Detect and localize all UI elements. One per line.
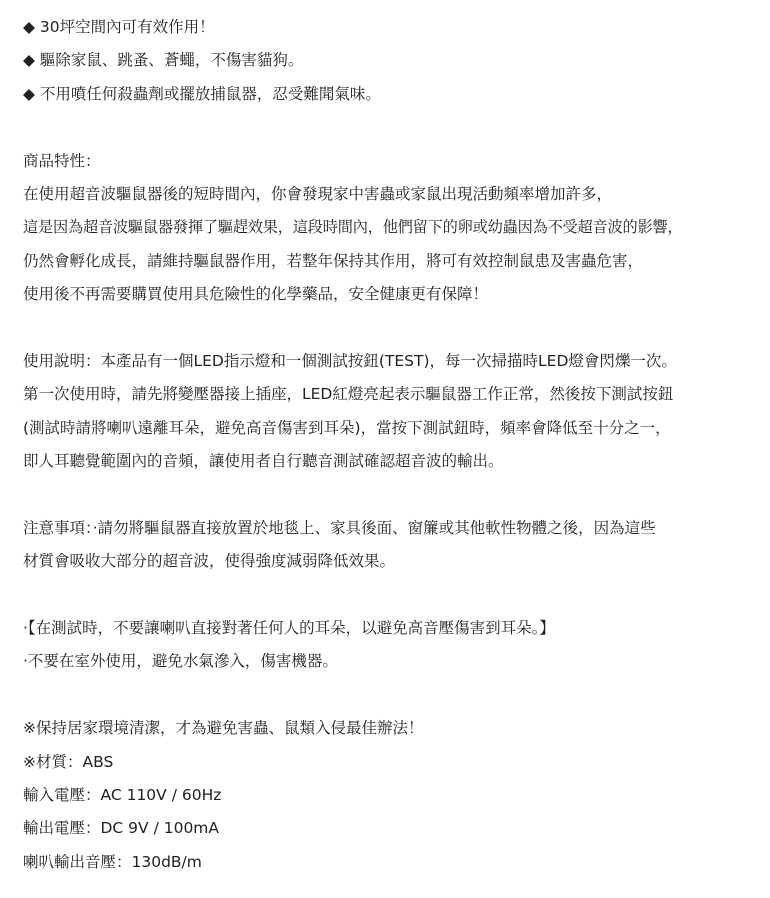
feature-list bbox=[23, 11, 768, 111]
characteristics-section bbox=[23, 145, 768, 312]
spacer bbox=[23, 579, 768, 612]
spacer bbox=[23, 478, 768, 511]
spacer bbox=[23, 679, 768, 712]
paragraph-line: 仍然會孵化成長，請維持驅鼠器作用，若整年保持其作用，將可有效控制鼠患及害蟲危害， bbox=[23, 251, 644, 270]
section-heading: 商品特性： bbox=[23, 151, 101, 170]
warning-item: ‧不要在室外使用，避免水氣滲入，傷害機器。 bbox=[23, 652, 338, 671]
warning-item: ‧【在測試時，不要讓喇叭直接對著任何人的耳朵，以避免高音壓傷害到耳朵。】 bbox=[23, 619, 555, 638]
warnings-section bbox=[23, 612, 768, 679]
paragraph-line: 第一次使用時，請先將變壓器接上插座，LED紅燈亮起表示驅鼠器工作正常，然後按下測試按鈕 bbox=[23, 385, 674, 404]
spacer bbox=[23, 312, 768, 345]
paragraph-line: 使用後不再需要購買使用具危險性的化學藥品，安全健康更有保障！ bbox=[23, 285, 489, 304]
paragraph-line: 使用說明：本產品有一個LED指示燈和一個測試按鈕(TEST)，每一次掃描時LED燈會閃爍一次。 bbox=[23, 351, 677, 370]
paragraph-line: 材質會吸收大部分的超音波，使得強度減弱降低效果。 bbox=[23, 552, 396, 571]
spec-item: 輸出電壓：DC 9V / 100mA bbox=[23, 819, 220, 838]
spec-item: ※材質：ABS bbox=[23, 752, 114, 771]
spacer bbox=[23, 111, 768, 144]
spec-item: 輸入電壓：AC 110V / 60Hz bbox=[23, 785, 222, 804]
paragraph-line: 在使用超音波驅鼠器後的短時間內，你會發現家中害蟲或家鼠出現活動頻率增加許多， bbox=[23, 184, 613, 203]
specs-section bbox=[23, 712, 768, 879]
product-description bbox=[23, 11, 768, 879]
paragraph-line: (測試時請將喇叭遠離耳朵，避免高音傷害到耳朵)，當按下測試鈕時，頻率會降低至十分之一， bbox=[23, 418, 671, 437]
feature-item: ◆ 驅除家鼠、跳蚤、蒼蠅，不傷害貓狗。 bbox=[23, 51, 304, 70]
feature-item: ◆ 30坪空間內可有效作用！ bbox=[23, 18, 215, 36]
paragraph-line: 即人耳聽覺範圍內的音頻，讓使用者自行聽音測試確認超音波的輸出。 bbox=[23, 452, 504, 471]
paragraph-line: 注意事項：‧請勿將驅鼠器直接放置於地毯上、家具後面、窗簾或其他軟性物體之後，因為這些 bbox=[23, 518, 656, 537]
paragraph-line: 這是因為超音波驅鼠器發揮了驅趕效果，這段時間內，他們留下的卵或幼蟲因為不受超音波的影響， bbox=[23, 218, 683, 237]
spec-item: ※保持居家環境清潔，才為避免害蟲、鼠類入侵最佳辦法！ bbox=[23, 719, 424, 738]
instructions-section bbox=[23, 345, 768, 479]
notes-section bbox=[23, 512, 768, 579]
feature-item: ◆ 不用噴任何殺蟲劑或擺放捕鼠器，忍受難聞氣味。 bbox=[23, 84, 381, 103]
spec-item: 喇叭輸出音壓：130dB/m bbox=[23, 852, 202, 871]
